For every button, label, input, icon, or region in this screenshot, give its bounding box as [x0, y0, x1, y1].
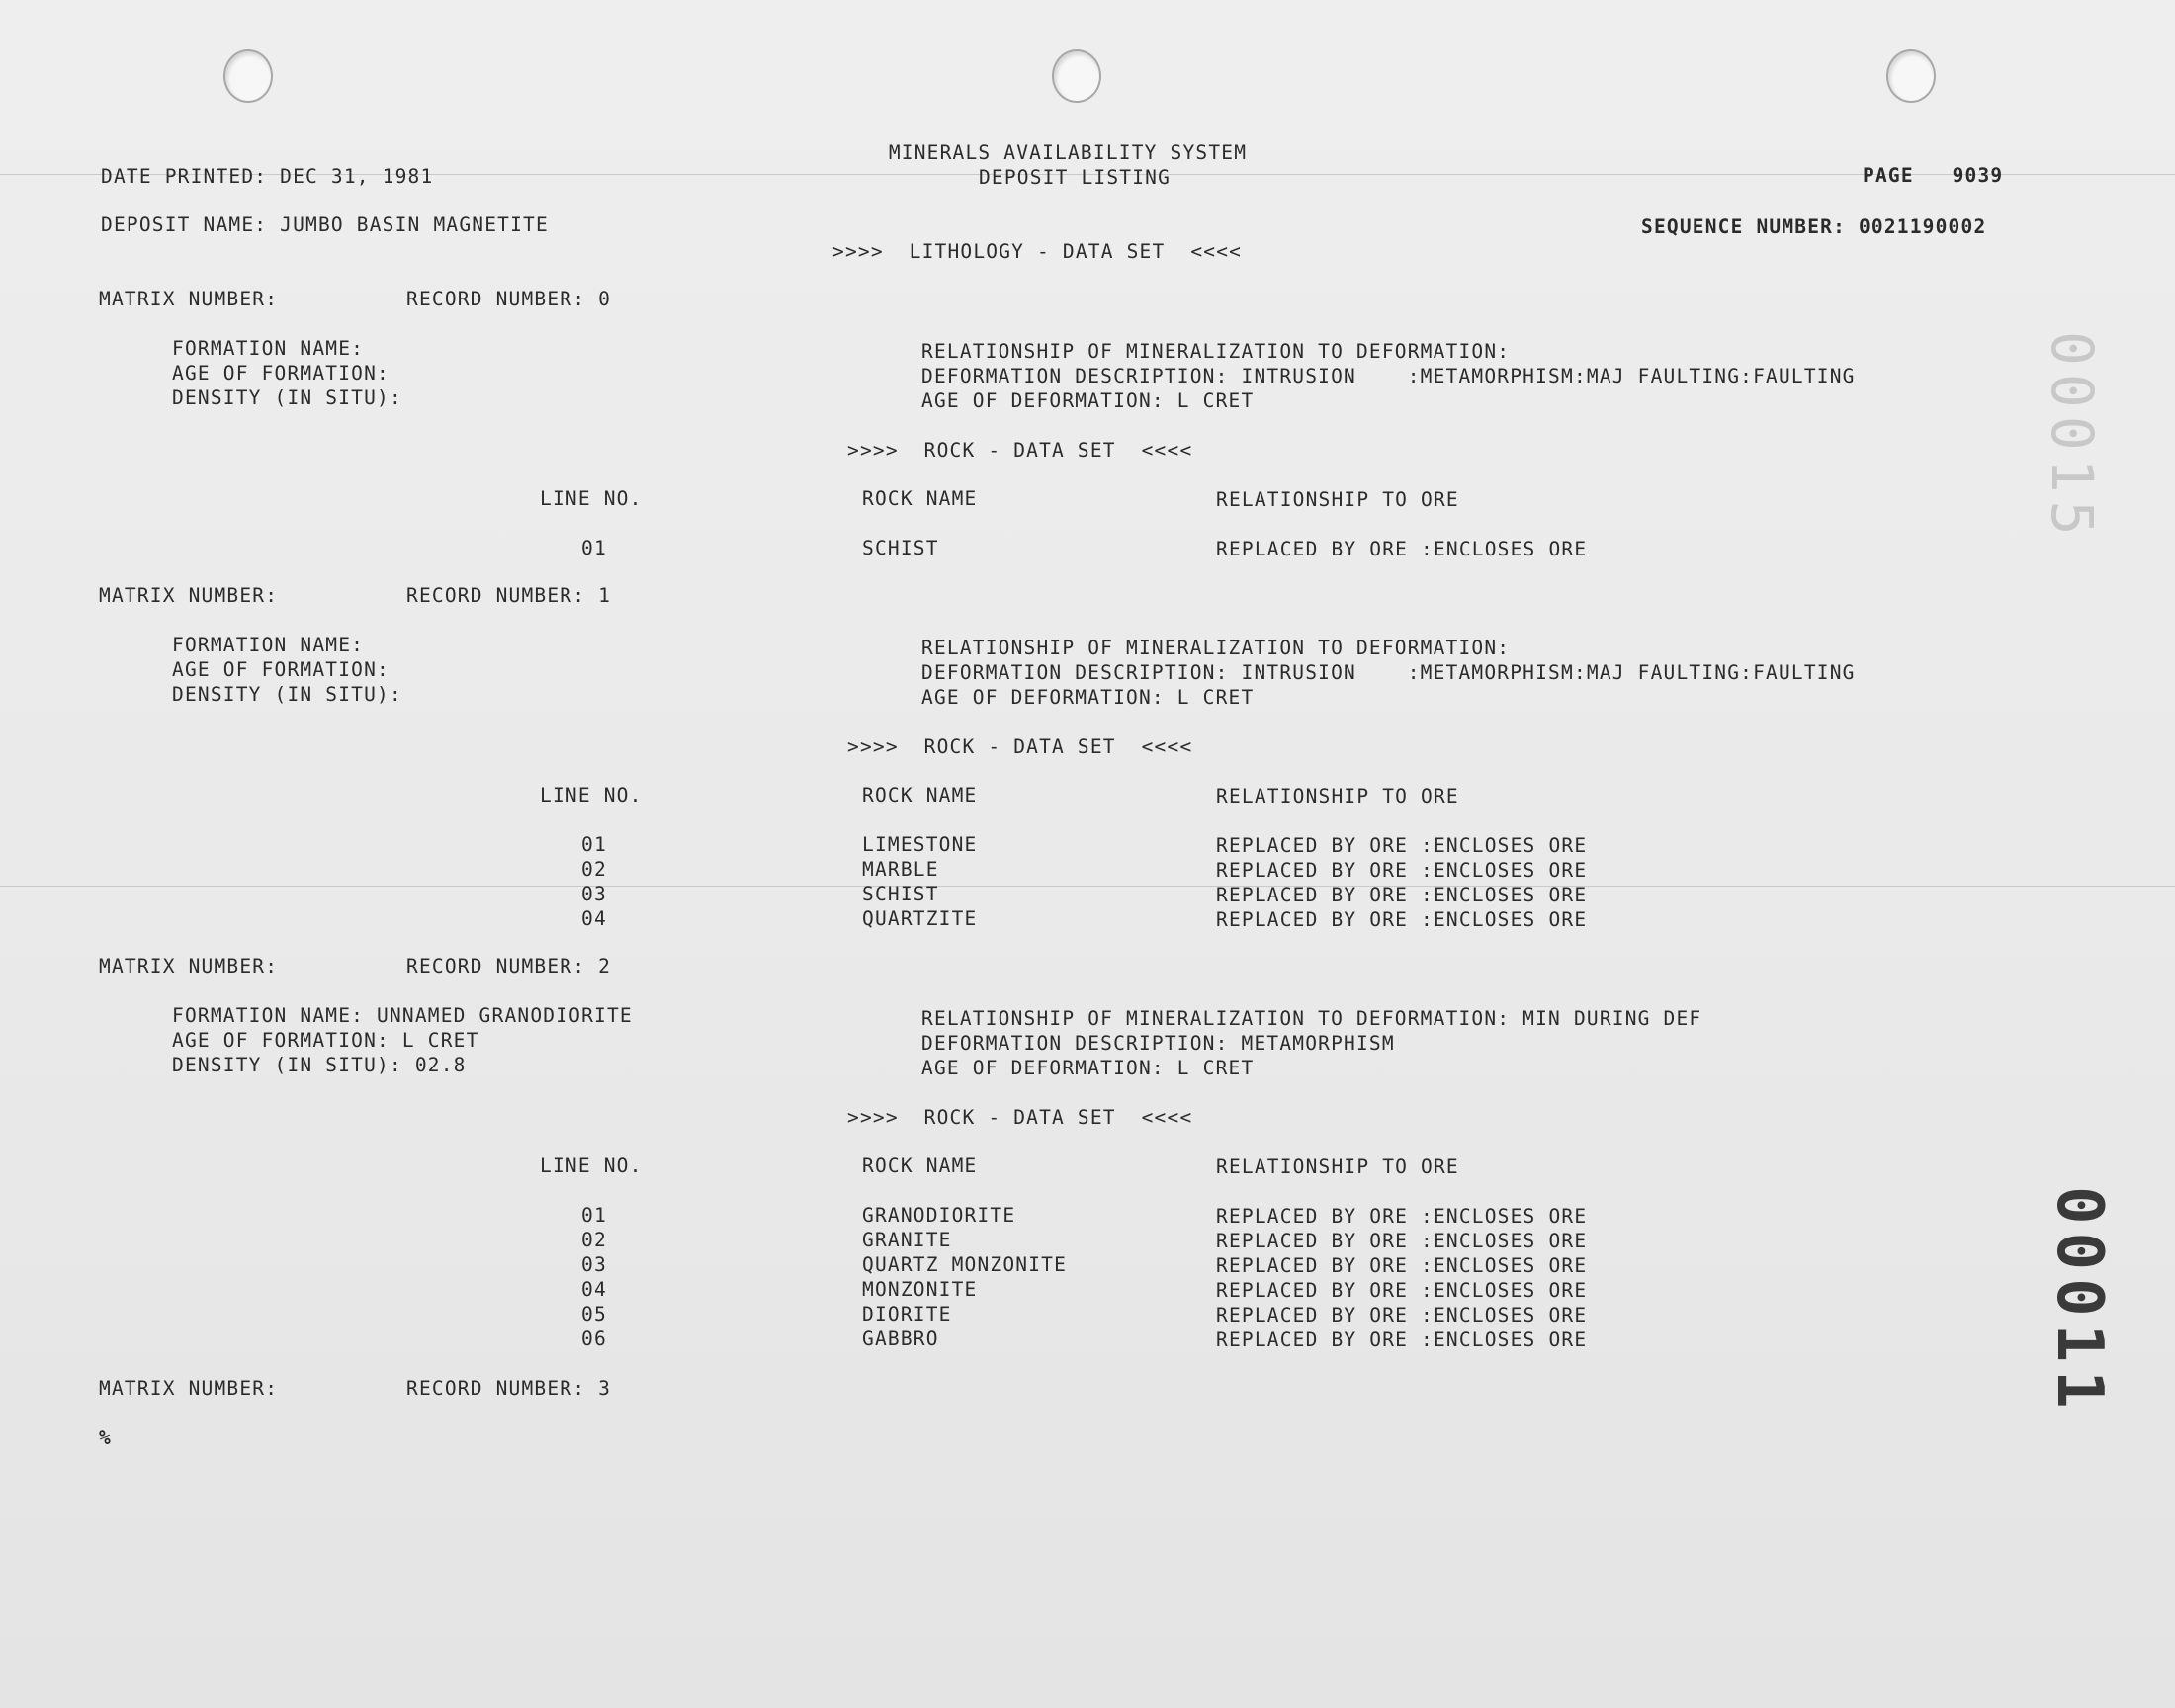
line-no-header: LINE NO.	[540, 487, 643, 510]
rock-name: LIMESTONE	[862, 833, 978, 856]
rock-name: MONZONITE	[862, 1278, 978, 1301]
rock-name: GABBRO	[862, 1327, 939, 1350]
rock-name: GRANODIORITE	[862, 1204, 1016, 1227]
record-number: RECORD NUMBER: 2	[406, 955, 612, 978]
line-no-header: LINE NO.	[540, 784, 643, 807]
matrix-number-label: MATRIX NUMBER:	[99, 288, 279, 310]
rock-relationship: REPLACED BY ORE :ENCLOSES ORE	[1216, 1328, 1588, 1351]
date-printed: DATE PRINTED: DEC 31, 1981	[101, 165, 434, 188]
listing-title: DEPOSIT LISTING	[978, 166, 1172, 189]
rock-relationship: REPLACED BY ORE :ENCLOSES ORE	[1216, 538, 1588, 560]
rock-relationship: REPLACED BY ORE :ENCLOSES ORE	[1216, 859, 1588, 882]
relationship-to-ore-header: RELATIONSHIP TO ORE	[1216, 1155, 1459, 1178]
rock-line-number: 02	[581, 858, 607, 881]
matrix-number-label: MATRIX NUMBER:	[99, 1377, 279, 1400]
rock-relationship: REPLACED BY ORE :ENCLOSES ORE	[1216, 908, 1588, 931]
rock-name-header: ROCK NAME	[862, 784, 978, 807]
binder-hole-left	[223, 49, 273, 103]
density-in-situ: DENSITY (IN SITU):	[172, 683, 402, 706]
rock-relationship: REPLACED BY ORE :ENCLOSES ORE	[1216, 1254, 1588, 1277]
age-of-deformation: AGE OF DEFORMATION: L CRET	[921, 1057, 1255, 1079]
system-title: MINERALS AVAILABILITY SYSTEM	[888, 141, 1248, 164]
record-number: RECORD NUMBER: 1	[406, 584, 612, 607]
mineralization-relationship: RELATIONSHIP OF MINERALIZATION TO DEFORMATION: MIN DURING DEF	[921, 1007, 1702, 1030]
rock-line-number: 02	[581, 1229, 607, 1251]
page-number: PAGE 9039	[1863, 164, 2004, 187]
binder-hole-right	[1886, 49, 1936, 103]
deposit-name: DEPOSIT NAME: JUMBO BASIN MAGNETITE	[101, 214, 549, 236]
age-of-formation: AGE OF FORMATION:	[172, 362, 390, 384]
deformation-description: DEFORMATION DESCRIPTION: INTRUSION :METAMORPHISM:MAJ FAULTING:FAULTING	[921, 661, 1856, 684]
binder-hole-center	[1052, 49, 1101, 103]
rock-name: QUARTZ MONZONITE	[862, 1253, 1068, 1276]
rock-name: SCHIST	[862, 537, 939, 559]
relationship-to-ore-header: RELATIONSHIP TO ORE	[1216, 785, 1459, 808]
deformation-description: DEFORMATION DESCRIPTION: INTRUSION :METAMORPHISM:MAJ FAULTING:FAULTING	[921, 365, 1856, 387]
rock-dataset-title: >>>> ROCK - DATA SET <<<<	[847, 735, 1193, 758]
rock-line-number: 03	[581, 883, 607, 905]
rock-line-number: 03	[581, 1253, 607, 1276]
rock-line-number: 04	[581, 907, 607, 930]
formation-name: FORMATION NAME: UNNAMED GRANODIORITE	[172, 1004, 633, 1027]
mineralization-relationship: RELATIONSHIP OF MINERALIZATION TO DEFORMATION:	[921, 340, 1511, 363]
rock-name-header: ROCK NAME	[862, 487, 978, 510]
rock-line-number: 01	[581, 1204, 607, 1227]
mineralization-relationship: RELATIONSHIP OF MINERALIZATION TO DEFORMATION:	[921, 637, 1511, 659]
rock-name: DIORITE	[862, 1303, 952, 1325]
margin-stamp: 00011	[2043, 1186, 2116, 1416]
rock-relationship: REPLACED BY ORE :ENCLOSES ORE	[1216, 1304, 1588, 1326]
rock-line-number: 05	[581, 1303, 607, 1325]
end-mark: %	[99, 1426, 112, 1449]
record-number: RECORD NUMBER: 0	[406, 288, 612, 310]
rock-dataset-title: >>>> ROCK - DATA SET <<<<	[847, 1106, 1193, 1129]
rock-line-number: 01	[581, 537, 607, 559]
rock-relationship: REPLACED BY ORE :ENCLOSES ORE	[1216, 1230, 1588, 1252]
sequence-number: SEQUENCE NUMBER: 0021190002	[1641, 215, 1987, 238]
line-no-header: LINE NO.	[540, 1154, 643, 1177]
rock-name: GRANITE	[862, 1229, 952, 1251]
rock-dataset-title: >>>> ROCK - DATA SET <<<<	[847, 439, 1193, 462]
formation-name: FORMATION NAME:	[172, 337, 365, 360]
rock-relationship: REPLACED BY ORE :ENCLOSES ORE	[1216, 1205, 1588, 1228]
lithology-dataset-title: >>>> LITHOLOGY - DATA SET <<<<	[832, 240, 1243, 263]
rock-name: QUARTZITE	[862, 907, 978, 930]
rock-name-header: ROCK NAME	[862, 1154, 978, 1177]
age-of-deformation: AGE OF DEFORMATION: L CRET	[921, 686, 1255, 709]
age-of-deformation: AGE OF DEFORMATION: L CRET	[921, 389, 1255, 412]
density-in-situ: DENSITY (IN SITU):	[172, 386, 402, 409]
matrix-number-label: MATRIX NUMBER:	[99, 584, 279, 607]
relationship-to-ore-header: RELATIONSHIP TO ORE	[1216, 488, 1459, 511]
rock-name: MARBLE	[862, 858, 939, 881]
record-number: RECORD NUMBER: 3	[406, 1377, 612, 1400]
rock-line-number: 04	[581, 1278, 607, 1301]
rock-line-number: 01	[581, 833, 607, 856]
deformation-description: DEFORMATION DESCRIPTION: METAMORPHISM	[921, 1032, 1395, 1055]
rock-line-number: 06	[581, 1327, 607, 1350]
rock-relationship: REPLACED BY ORE :ENCLOSES ORE	[1216, 884, 1588, 906]
rock-relationship: REPLACED BY ORE :ENCLOSES ORE	[1216, 1279, 1588, 1302]
age-of-formation: AGE OF FORMATION:	[172, 658, 390, 681]
density-in-situ: DENSITY (IN SITU): 02.8	[172, 1054, 467, 1076]
rock-name: SCHIST	[862, 883, 939, 905]
rock-relationship: REPLACED BY ORE :ENCLOSES ORE	[1216, 834, 1588, 857]
fold-line-middle	[0, 886, 2175, 887]
matrix-number-label: MATRIX NUMBER:	[99, 955, 279, 978]
faint-margin-stamp: 00015	[2039, 331, 2106, 544]
age-of-formation: AGE OF FORMATION: L CRET	[172, 1029, 479, 1052]
formation-name: FORMATION NAME:	[172, 634, 365, 656]
